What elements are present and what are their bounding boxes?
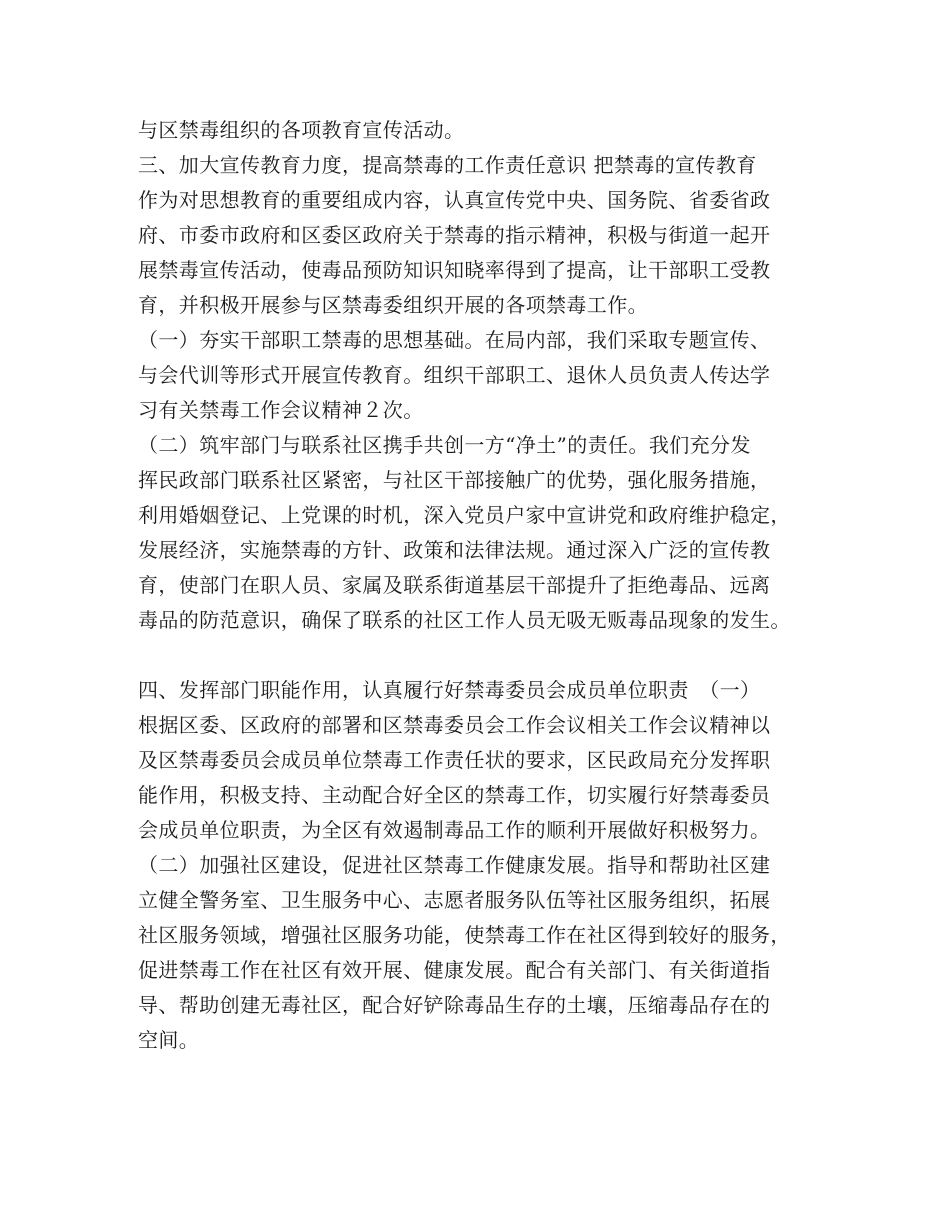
text-line: 立健全警务室、卫生服务中心、志愿者服务队伍等社区服务组织，拓展 (138, 888, 771, 912)
text-line: 展禁毒宣传活动，使毒品预防知识知晓率得到了提高，让干部职工受教 (138, 258, 771, 282)
text-line: 会成员单位职责，为全区有效遏制毒品工作的顺利开展做好积极努力。 (138, 818, 771, 842)
text-line: 及区禁毒委员会成员单位禁毒工作责任状的要求，区民政局充分发挥职 (138, 748, 771, 772)
text-line: 与区禁毒组织的各项教育宣传活动。 (138, 118, 465, 142)
subsection-line: （二）筑牢部门与联系社区携手共创一方“净土”的责任。我们充分发 (138, 433, 751, 457)
text-line: 挥民政部门联系社区紧密，与社区干部接触广的优势，强化服务措施， (138, 468, 771, 492)
text-line: 毒品的防范意识，确保了联系的社区工作人员无吸无贩毒品现象的发生。 (138, 608, 791, 632)
document-body (138, 113, 828, 1058)
text-line: 府、市委市政府和区委区政府关于禁毒的指示精神，积极与街道一起开 (138, 223, 771, 247)
text-line: 根据区委、区政府的部署和区禁毒委员会工作会议相关工作会议精神以 (138, 713, 771, 737)
text-line: 利用婚姻登记、上党课的时机，深入党员户家中宣讲党和政府维护稳定， (138, 503, 791, 527)
text-line: 育，使部门在职人员、家属及联系街道基层干部提升了拒绝毒品、远离 (138, 573, 771, 597)
subsection-line: （一）夯实干部职工禁毒的思想基础。在局内部，我们采取专题宣传、 (138, 328, 771, 352)
text-line: 空间。 (138, 1028, 200, 1052)
text-line: 导、帮助创建无毒社区，配合好铲除毒品生存的土壤，压缩毒品存在的 (138, 993, 771, 1017)
text-line: 育，并积极开展参与区禁毒委组织开展的各项禁毒工作。 (138, 293, 648, 317)
section-heading-line: 四、发挥部门职能作用，认真履行好禁毒委员会成员单位职责 （一） (138, 678, 761, 702)
text-line: 作为对思想教育的重要组成内容，认真宣传党中央、国务院、省委省政 (138, 188, 771, 212)
subsection-line: （二）加强社区建设，促进社区禁毒工作健康发展。指导和帮助社区建 (138, 853, 771, 877)
text-line: 发展经济，实施禁毒的方针、政策和法律法规。通过深入广泛的宣传教 (138, 538, 771, 562)
text-line: 促进禁毒工作在社区有效开展、健康发展。配合有关部门、有关街道指 (138, 958, 771, 982)
text-line: 能作用，积极支持、主动配合好全区的禁毒工作，切实履行好禁毒委员 (138, 783, 771, 807)
paragraph-gap (138, 638, 828, 673)
section-heading-line: 三、加大宣传教育力度，提高禁毒的工作责任意识 把禁毒的宣传教育 (138, 153, 757, 177)
text-line: 社区服务领域，增强社区服务功能，使禁毒工作在社区得到较好的服务， (138, 923, 791, 947)
text-line: 与会代训等形式开展宣传教育。组织干部职工、退休人员负责人传达学 (138, 363, 771, 387)
text-line: 习有关禁毒工作会议精神２次。 (138, 398, 424, 422)
